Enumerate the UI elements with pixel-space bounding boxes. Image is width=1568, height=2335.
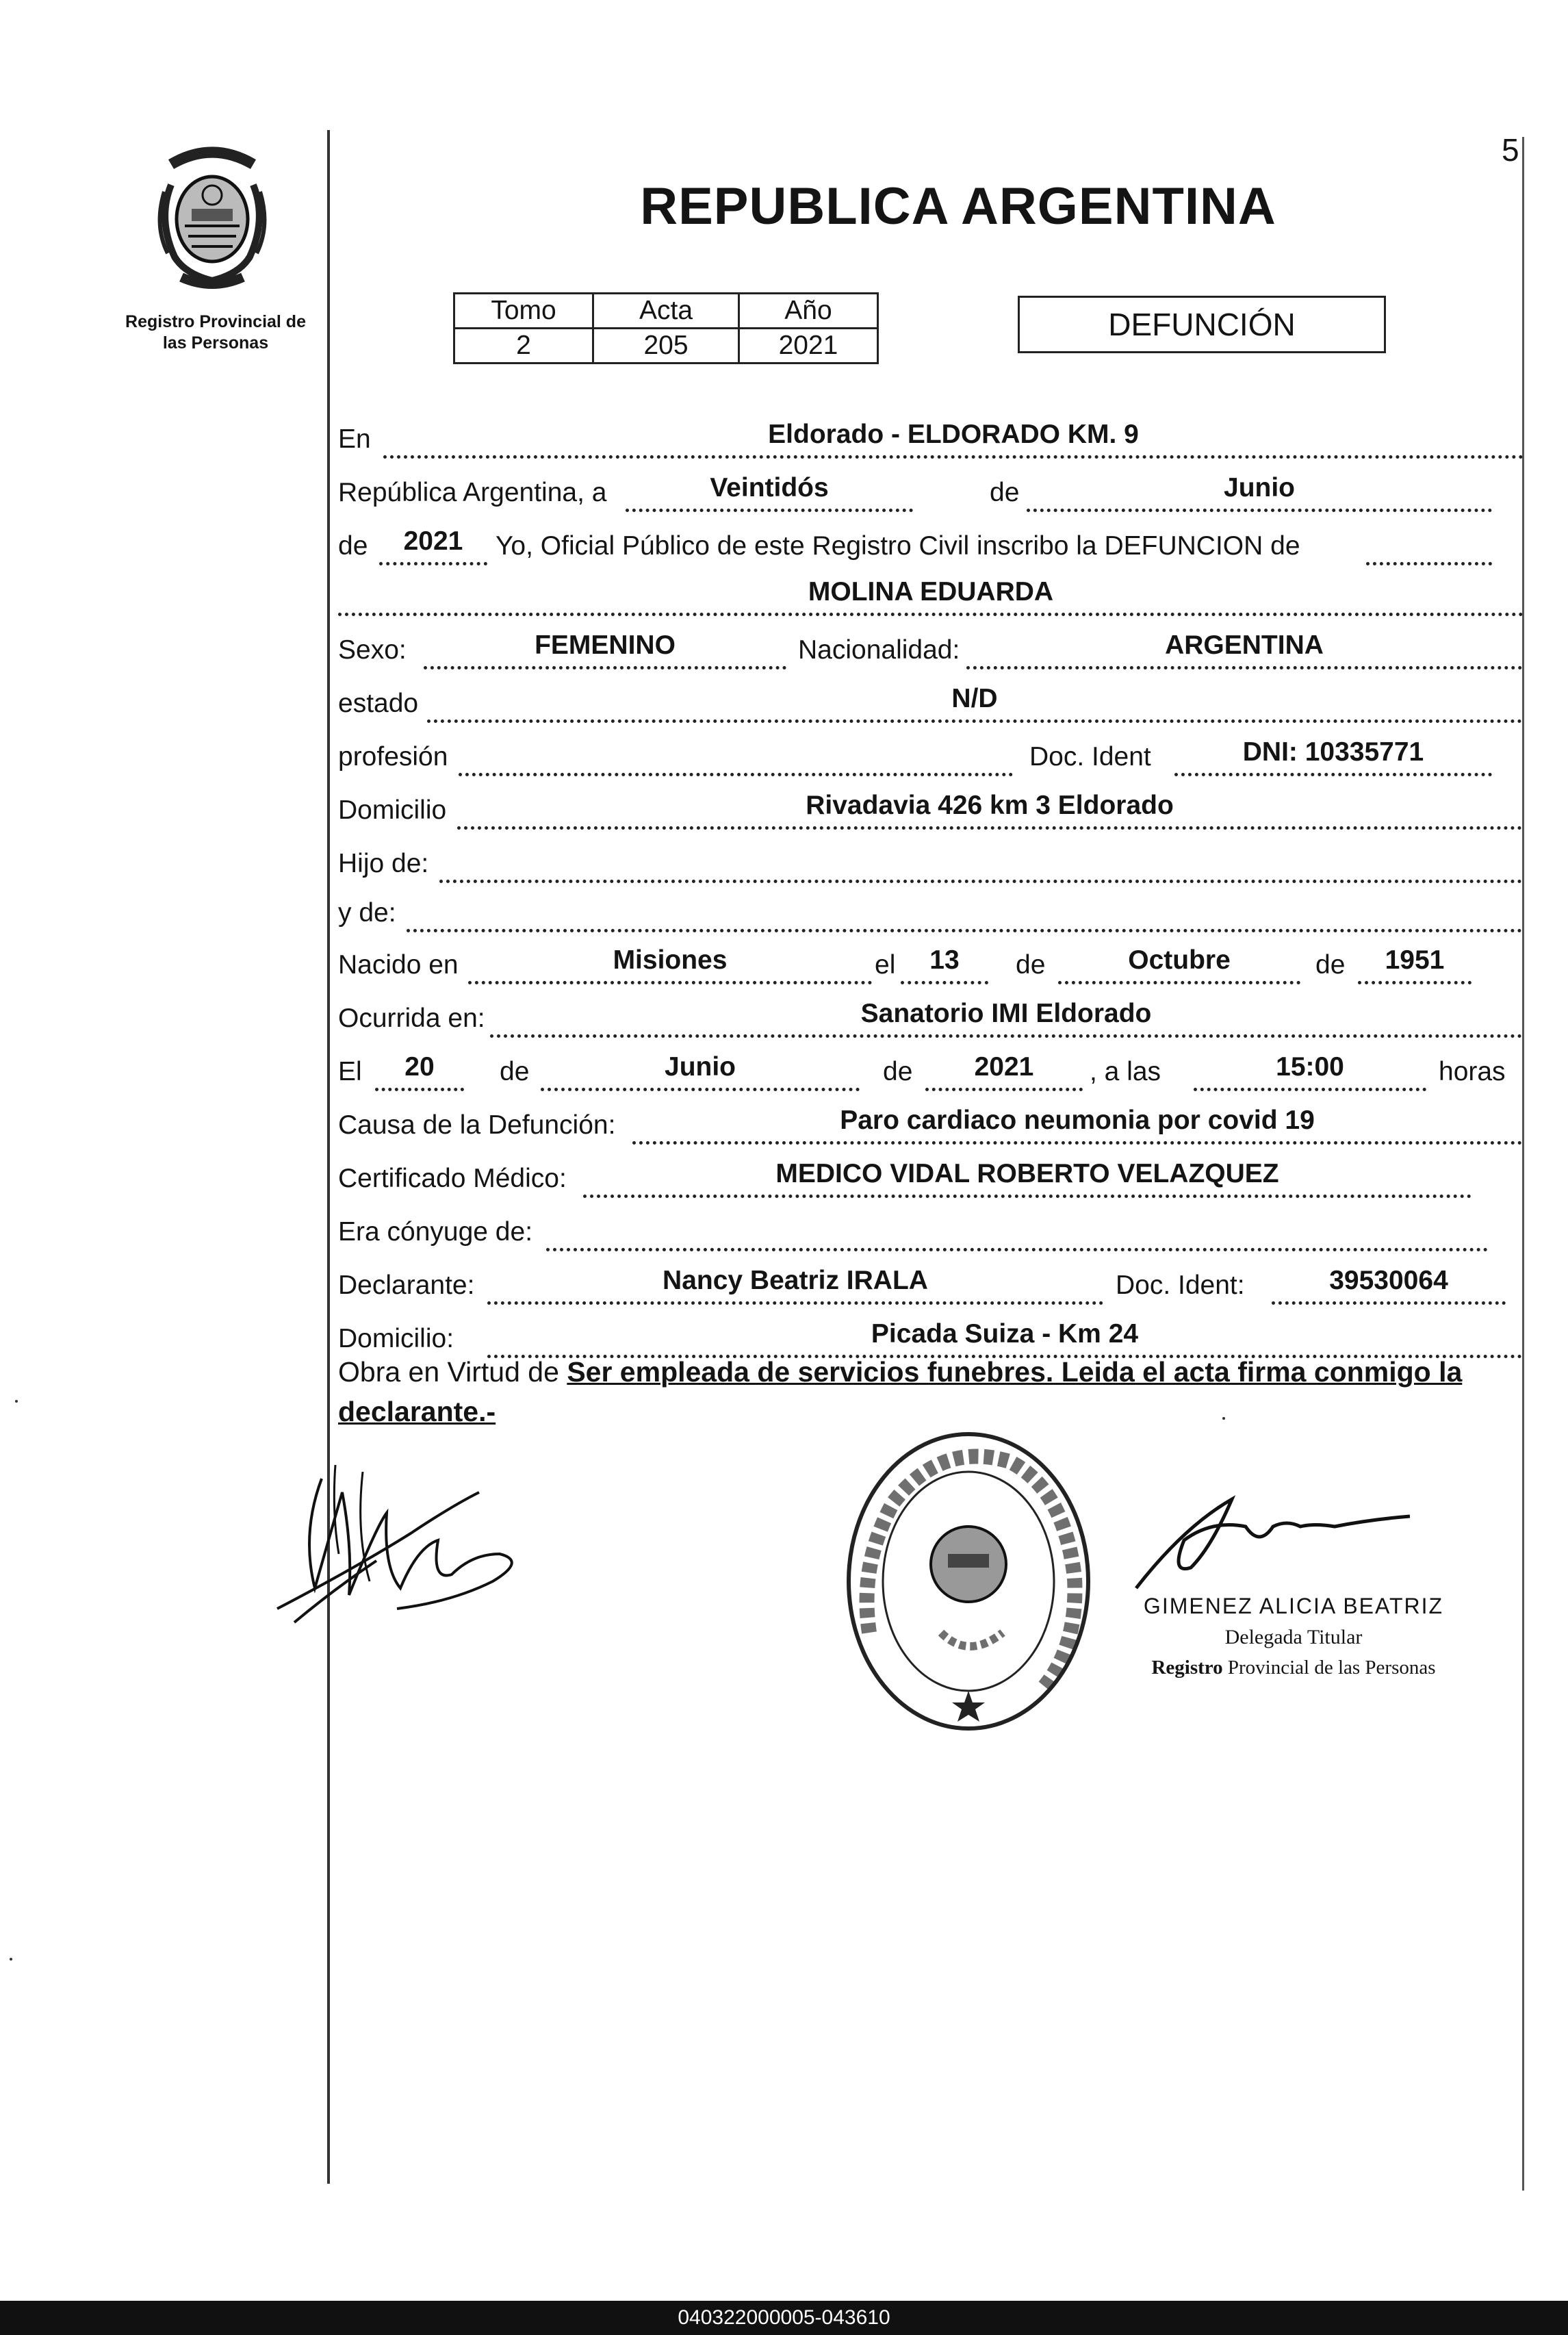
scan-speck xyxy=(15,1400,18,1403)
page-number: 5 xyxy=(1502,132,1519,168)
domicilio-field: Rivadavia 426 km 3 Eldorado xyxy=(457,791,1522,830)
estado-field: N/D xyxy=(427,685,1522,723)
row-certificado xyxy=(338,1156,1524,1198)
el-label: el xyxy=(875,950,896,980)
doc-ident-label: Doc. Ident xyxy=(1029,742,1151,771)
nacionalidad-field: ARGENTINA xyxy=(966,631,1522,669)
causa-label: Causa de la Defunción: xyxy=(338,1110,616,1140)
acta-value-cell: 205 xyxy=(593,329,739,363)
row-causa xyxy=(338,1102,1524,1145)
acta-header-row xyxy=(454,294,878,329)
row-profesion xyxy=(338,734,1524,776)
official-role: Delegada Titular xyxy=(1224,1626,1363,1648)
row-year xyxy=(338,523,1524,565)
virtud-label: Obra en Virtud de xyxy=(338,1356,559,1388)
acta-table xyxy=(453,292,879,364)
el2-label: El xyxy=(338,1057,362,1086)
year-prefix-label: de xyxy=(338,531,368,561)
certificado-field: MEDICO VIDAL ROBERTO VELAZQUEZ xyxy=(583,1160,1471,1198)
acta-header-cell: Acta xyxy=(593,294,739,329)
declarante-doc-label: Doc. Ident: xyxy=(1116,1271,1245,1300)
row-domicilio xyxy=(338,787,1524,830)
registry-label: Registro Provincial de las Personas xyxy=(125,312,306,353)
declarante-field: Nancy Beatriz IRALA xyxy=(487,1266,1103,1305)
conyuge-label: Era cónyuge de: xyxy=(338,1217,533,1247)
yo-trailing-field xyxy=(1366,527,1492,565)
footer-code-bar: 040322000005-043610 xyxy=(0,2301,1568,2335)
death-day-field: 20 xyxy=(375,1053,464,1091)
republica-label: República Argentina, a xyxy=(338,478,607,507)
scan-speck xyxy=(10,1958,12,1961)
certificado-label: Certificado Médico: xyxy=(338,1164,567,1193)
acta-value-cell: 2021 xyxy=(739,329,878,363)
row-declarante xyxy=(338,1262,1524,1305)
birth-day-field: 13 xyxy=(901,946,988,984)
birth-month-field: Octubre xyxy=(1058,946,1300,984)
official-org-bold: Registro xyxy=(1151,1657,1223,1679)
hijo-label: Hijo de: xyxy=(338,849,429,878)
hijo-field xyxy=(439,845,1522,883)
profesion-field xyxy=(459,738,1013,776)
conyuge-field xyxy=(546,1213,1488,1251)
death-de-label: de xyxy=(500,1057,530,1086)
death-year-field: 2021 xyxy=(925,1053,1083,1091)
official-signature xyxy=(1129,1485,1417,1595)
domicilio2-label: Domicilio: xyxy=(338,1324,454,1353)
declarant-signature xyxy=(274,1451,534,1629)
profesion-label: profesión xyxy=(338,742,448,771)
causa-field: Paro cardiaco neumonia por covid 19 xyxy=(632,1106,1522,1145)
acta-value-cell: 2 xyxy=(454,329,593,363)
birth-de-label: de xyxy=(1016,950,1046,980)
acta-value-row xyxy=(454,329,878,363)
ocurrida-field: Sanatorio IMI Eldorado xyxy=(490,999,1522,1038)
official-org-rest: Provincial de las Personas xyxy=(1227,1657,1436,1679)
yde-field xyxy=(407,894,1522,932)
yde-label: y de: xyxy=(338,898,396,928)
left-margin-rule xyxy=(327,130,330,2184)
registry-stamp xyxy=(838,1427,1098,1735)
domicilio2-field: Picada Suiza - Km 24 xyxy=(487,1320,1522,1358)
year-field: 2021 xyxy=(379,527,487,565)
deceased-name-field: MOLINA EDUARDA xyxy=(338,578,1524,616)
de-label: de xyxy=(990,478,1020,507)
day-field: Veintidós xyxy=(626,474,913,512)
row-sexo xyxy=(338,627,1524,669)
nacido-field: Misiones xyxy=(468,946,872,984)
row-republica xyxy=(338,470,1524,512)
sexo-label: Sexo: xyxy=(338,635,407,665)
official-name: GIMENEZ ALICIA BEATRIZ xyxy=(1143,1594,1444,1618)
official-organization xyxy=(1109,1657,1478,1679)
declarante-doc-field: 39530064 xyxy=(1272,1266,1506,1305)
virtud-field: Ser empleada de servicios funebres. Leida el acta firma conmigo la declarante.- xyxy=(338,1356,1463,1427)
acta-header-cell: Año xyxy=(739,294,878,329)
death-month-field: Junio xyxy=(541,1053,860,1091)
virtud-paragraph xyxy=(338,1352,1522,1431)
scan-speck xyxy=(1222,1417,1225,1420)
yo-statement: Yo, Oficial Público de este Registro Civil inscribo la DEFUNCION de xyxy=(496,531,1300,561)
alas-label: , a las xyxy=(1090,1057,1161,1086)
row-nacido xyxy=(338,942,1524,984)
doc-ident-field: DNI: 10335771 xyxy=(1174,738,1492,776)
row-conyuge xyxy=(338,1209,1524,1251)
row-yde xyxy=(338,890,1524,932)
row-name xyxy=(338,574,1524,616)
row-ocurrida xyxy=(338,995,1524,1038)
birth-year-de-label: de xyxy=(1315,950,1346,980)
horas-label: horas xyxy=(1439,1057,1506,1086)
birth-year-field: 1951 xyxy=(1358,946,1471,984)
row-death-date xyxy=(338,1049,1524,1091)
row-hijo xyxy=(338,841,1524,883)
nacionalidad-label: Nacionalidad: xyxy=(798,635,960,665)
estado-label: estado xyxy=(338,689,419,718)
document-type-box: DEFUNCIÓN xyxy=(1018,296,1386,353)
death-year-de-label: de xyxy=(883,1057,913,1086)
domicilio-label: Domicilio xyxy=(338,795,447,825)
nacido-label: Nacido en xyxy=(338,950,459,980)
row-en xyxy=(338,416,1524,459)
death-time-field: 15:00 xyxy=(1194,1053,1426,1091)
month-field: Junio xyxy=(1027,474,1492,512)
sexo-field: FEMENINO xyxy=(424,631,786,669)
acta-header-cell: Tomo xyxy=(454,294,593,329)
ocurrida-label: Ocurrida en: xyxy=(338,1004,485,1033)
row-estado xyxy=(338,680,1524,723)
misiones-seal-icon xyxy=(144,144,281,294)
declarante-label: Declarante: xyxy=(338,1271,475,1300)
page-title: REPUBLICA ARGENTINA xyxy=(640,177,1276,235)
en-field: Eldorado - ELDORADO KM. 9 xyxy=(383,420,1524,459)
en-label: En xyxy=(338,424,371,454)
